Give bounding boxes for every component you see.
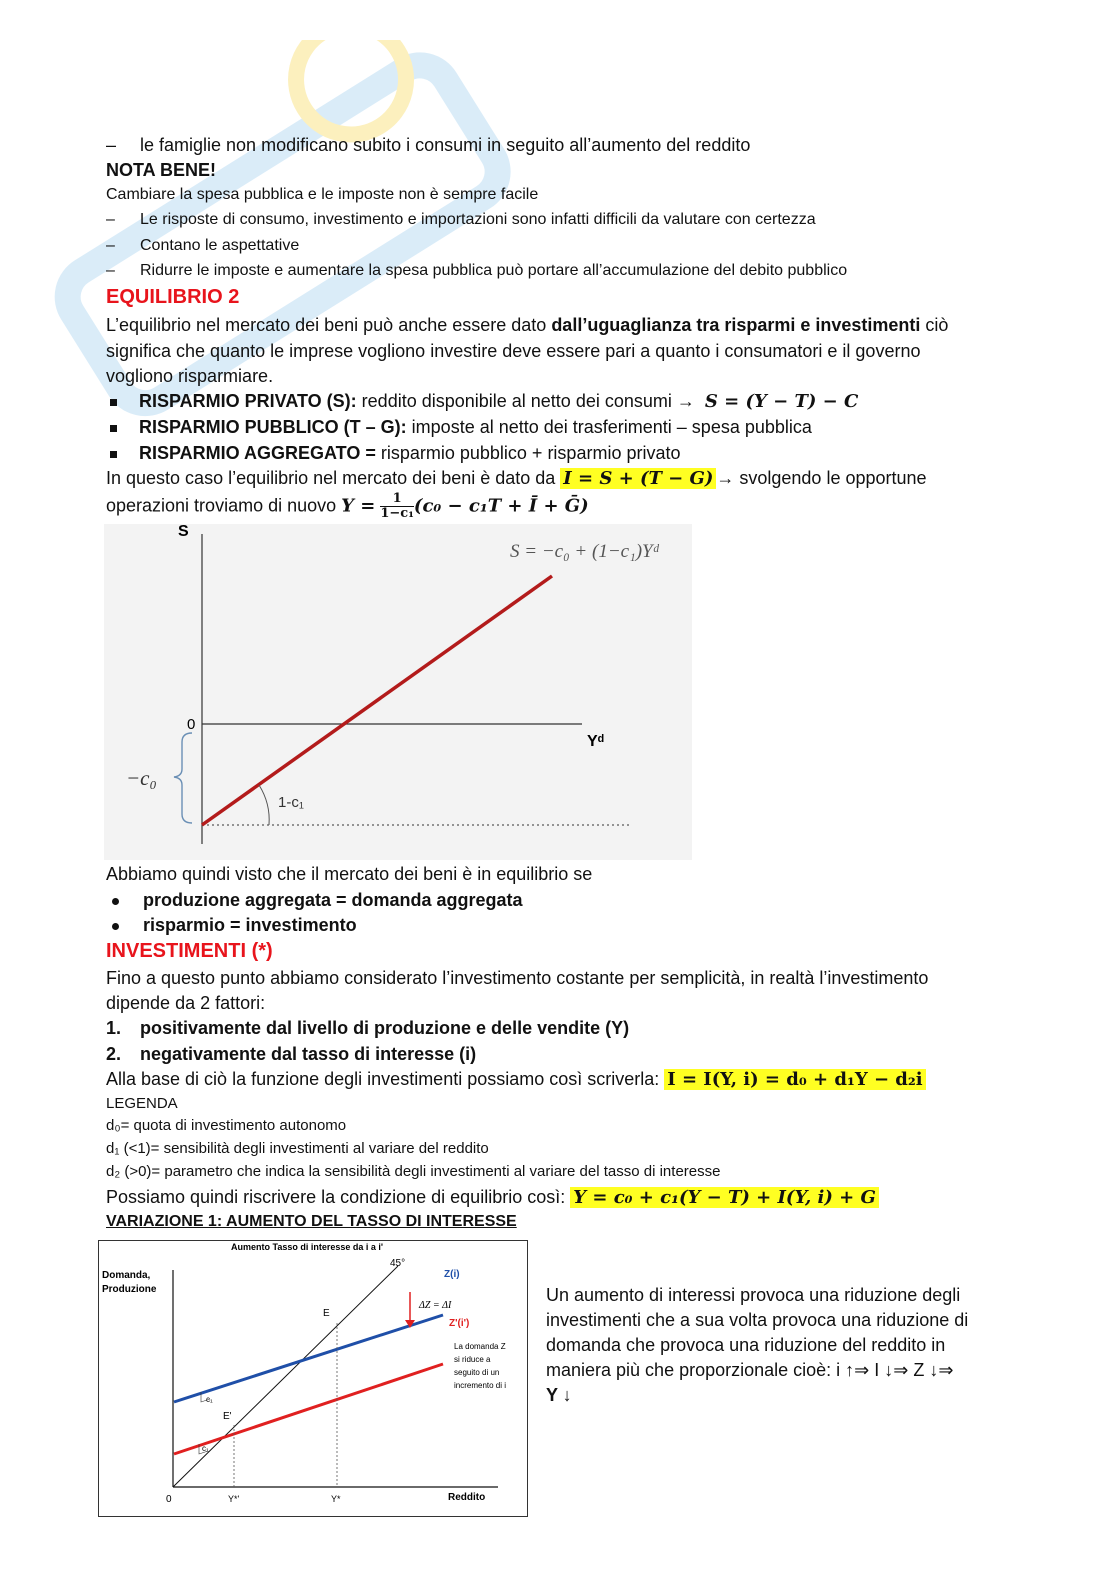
bullet-label: RISPARMIO PUBBLICO (T – G): (139, 417, 407, 437)
explanation-line: maniera più che proporzionale cioè: i ↑⇒ I ↓⇒ Z ↓⇒ (546, 1360, 954, 1380)
factor-text: negativamente dal tasso di interesse (i) (140, 1044, 477, 1064)
investimenti-para-line2: dipende da 2 fattori: (106, 993, 266, 1013)
equilibrio2-para-line2: significa che quanto le imprese vogliono investire deve essere pari a quanto i consumatori e il governo (106, 341, 921, 361)
explanation-line: Un aumento di interessi provoca una riduzione degli (546, 1285, 961, 1305)
intro-dash-item: – le famiglie non modificano subito i consumi in seguito all’aumento del reddito (106, 135, 751, 155)
slope-label: 1-c₁ (278, 794, 304, 811)
legend-item: d₁ (<1)= sensibilità degli investimenti al variare del reddito (106, 1140, 489, 1157)
nota-bene-item: – Ridurre le imposte e aumentare la spesa pubblica può portare all’accumulazione del debito pubblico (106, 262, 848, 279)
condition-text: svolgendo le opportune (734, 468, 927, 488)
nota-bene-item-text: Ridurre le imposte e aumentare la spesa pubblica può portare all’accumulazione del debito pubblico (140, 262, 848, 279)
y-axis-label-2: Produzione (102, 1284, 157, 1295)
chart-background (104, 524, 692, 860)
arrow-right-icon: → (716, 468, 735, 488)
para-text: ciò (920, 315, 949, 335)
summary-item-text: produzione aggregata = domanda aggregata (143, 890, 523, 910)
square-bullet-icon (110, 451, 117, 458)
investment-function-formula: I = I(Y, i) = d₀ + d₁Y − d₂i (664, 1069, 925, 1090)
equilibrio2-heading: EQUILIBRIO 2 (106, 286, 240, 308)
investimenti-heading: INVESTIMENTI (*) (106, 940, 273, 962)
z-label: Z(i) (444, 1269, 460, 1280)
nota-bene-item: – Contano le aspettative (106, 237, 300, 254)
summary-lead: Abbiamo quindi visto che il mercato dei beni è in equilibrio se (106, 864, 593, 884)
bullet-text: risparmio pubblico + risparmio privato (375, 443, 681, 463)
nota-bene-text: Cambiare la spesa pubblica e le imposte non è sempre facile (106, 186, 539, 203)
note-line: seguito di un (454, 1368, 500, 1377)
y-star-prime-label: Y*' (228, 1494, 240, 1504)
fraction-denominator: 1−c₁ (380, 506, 414, 521)
legend-item: d₂ (>0)= parametro che indica la sensibilità degli investimenti al variare del tasso di interesse (106, 1163, 721, 1180)
z-prime-label: Z'(i') (449, 1318, 470, 1329)
equilibrio2-para-line3: vogliono risparmiare. (106, 366, 274, 386)
factor-number: 2. (106, 1044, 122, 1064)
variazione1-heading-text: VARIAZIONE 1: AUMENTO DEL TASSO DI INTERESSE (106, 1213, 517, 1230)
equilibrium-e-prime-label: E' (223, 1411, 232, 1422)
saving-function-chart (104, 524, 692, 860)
intro-dash-text: le famiglie non modificano subito i consumi in seguito all’aumento del reddito (140, 135, 751, 155)
factor-item (106, 1042, 476, 1066)
legend-title: LEGENDA (106, 1095, 178, 1112)
function-lead-text: Alla base di ciò la funzione degli investimenti possiamo così scriverla: (106, 1069, 665, 1089)
summary-item (112, 888, 523, 912)
chart-title: Aumento Tasso di interesse da i a i' (231, 1242, 384, 1252)
factor-text: positivamente dal livello di produzione e delle vendite (Y) (140, 1018, 630, 1038)
y-axis-label: S (178, 524, 189, 540)
bullet-formula: S = (Y − T) − C (704, 391, 859, 412)
nota-bene-item-text: Le risposte di consumo, investimento e importazioni sono infatti difficili da valutare con certezza (140, 211, 816, 228)
explanation-line: domanda che provoca una riduzione del reddito in (546, 1335, 946, 1355)
slope-c1-label: c₁ (202, 1444, 209, 1453)
intercept-label: −c₀ (126, 766, 157, 790)
square-bullet-icon (110, 425, 117, 432)
fraction-numerator: 1 (380, 492, 414, 507)
condition-text: In questo caso l’equilibrio nel mercato dei beni è dato da (106, 468, 561, 488)
equilibrium-lead-text: Possiamo quindi riscrivere la condizione di equilibrio così: (106, 1187, 571, 1207)
explanation-line: Y ↓ (546, 1385, 572, 1405)
slope-c1-label: c₁ (206, 1395, 213, 1404)
condition-formula: I = S + (T − G) (560, 468, 716, 489)
saving-equation-label: S = −c₀ + (1−c₁)Yᵈ (510, 541, 659, 562)
nota-bene-item: – Le risposte di consumo, investimento e importazioni sono infatti difficili da valutare con certezza (106, 211, 816, 228)
bullet-text: reddito disponibile al netto dei consumi (356, 391, 677, 411)
note-line: incremento di i (454, 1381, 507, 1390)
income-formula-line (106, 492, 589, 521)
bullet-risparmio-aggregato (110, 441, 680, 465)
y-star-label: Y* (331, 1494, 341, 1504)
formula-lhs: Y = (341, 495, 376, 517)
square-bullet-icon (110, 399, 117, 406)
formula-rhs: (c₀ − c₁T + Ī + Ḡ) (413, 495, 589, 517)
bullet-label: RISPARMIO PRIVATO (S): (139, 391, 357, 411)
equilibrium-condition-line (106, 466, 927, 491)
bullet-label: RISPARMIO AGGREGATO = (139, 443, 376, 463)
para-text: L’equilibrio nel mercato dei beni può anche essere dato (106, 315, 552, 335)
interest-rate-chart (98, 1240, 528, 1517)
delta-label: ΔZ = ΔI (419, 1300, 452, 1311)
factor-item (106, 1016, 629, 1040)
bullet-text: imposte al netto dei trasferimenti – spesa pubblica (406, 417, 812, 437)
zero-label: 0 (187, 716, 196, 733)
chart-frame (99, 1241, 528, 1517)
investimenti-para-line1: Fino a questo punto abbiamo considerato l’investimento costante per semplicità, in realtà l’investimento (106, 968, 929, 988)
note-line: La domanda Z (454, 1342, 506, 1351)
formula-lead-text: operazioni troviamo di nuovo (106, 495, 342, 516)
dot-bullet-icon (112, 923, 119, 930)
summary-item (112, 913, 357, 937)
dot-bullet-icon (112, 898, 119, 905)
explanation-line: investimenti che a sua volta provoca una riduzione di (546, 1310, 969, 1330)
bullet-risparmio-privato (110, 389, 858, 414)
arrow-right-icon: → (676, 391, 695, 411)
nota-bene-item-text: Contano le aspettative (140, 237, 300, 254)
origin-label: 0 (166, 1494, 172, 1505)
equilibrio2-para-line1 (106, 313, 948, 337)
equilibrium-rewrite-line (106, 1185, 879, 1210)
investment-function-line (106, 1067, 926, 1092)
fraction (380, 492, 414, 521)
factor-number: 1. (106, 1018, 122, 1038)
equilibrium-e-label: E (323, 1308, 330, 1319)
para-bold: dall’uguaglianza tra risparmi e investimenti (551, 315, 921, 335)
note-line: si riduce a (454, 1355, 491, 1364)
nota-bene-title: NOTA BENE! (106, 160, 216, 180)
summary-item-text: risparmio = investimento (143, 915, 357, 935)
bullet-risparmio-pubblico (110, 415, 812, 439)
equilibrium-formula: Y = c₀ + c₁(Y − T) + I(Y, i) + G (570, 1187, 879, 1208)
label-45: 45° (390, 1258, 406, 1269)
x-axis-label: Reddito (448, 1492, 486, 1503)
legend-item: d₀= quota di investimento autonomo (106, 1117, 347, 1134)
y-axis-label-1: Domanda, (102, 1270, 151, 1281)
variazione1-heading (106, 1211, 517, 1233)
x-axis-label: Yᵈ (587, 733, 604, 750)
